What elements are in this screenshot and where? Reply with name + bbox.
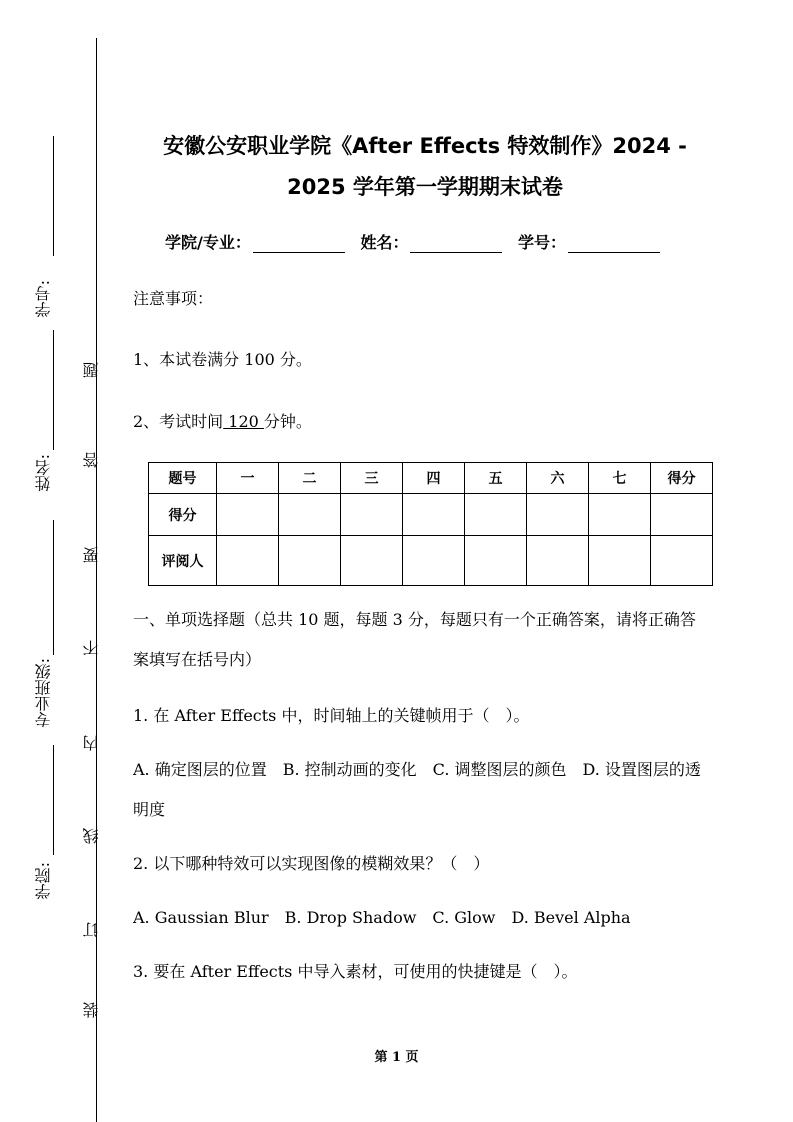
row-label-score: 得分 <box>149 494 217 536</box>
warning-char-6: 线 <box>82 828 101 844</box>
warning-char-4: 不 <box>82 640 101 656</box>
college-rule <box>53 745 54 855</box>
page-number: 第 1 页 <box>374 1050 419 1065</box>
warning-char-1: 题 <box>82 362 101 378</box>
header-cell: 得分 <box>651 463 713 494</box>
header-cell: 一 <box>217 463 279 494</box>
header-cell: 三 <box>341 463 403 494</box>
score-table-header-row <box>149 463 713 494</box>
header-cell: 二 <box>279 463 341 494</box>
score-cell[interactable] <box>527 494 589 536</box>
score-cell[interactable] <box>589 494 651 536</box>
reviewer-cell[interactable] <box>341 536 403 586</box>
side-name-label: 姓名: <box>34 454 53 492</box>
side-class-label: 专业班级: <box>34 658 53 728</box>
reviewer-cell[interactable] <box>403 536 465 586</box>
warning-char-8: 装 <box>82 1002 101 1018</box>
header-cell: 四 <box>403 463 465 494</box>
score-row <box>149 494 713 536</box>
student-no-blank[interactable] <box>568 234 660 253</box>
question-1: 1. 在 After Effects 中，时间轴上的关键帧用于（ ）。 <box>133 706 530 725</box>
notice-title: 注意事项： <box>133 289 214 308</box>
question-2: 2. 以下哪种特效可以实现图像的模糊效果？（ ） <box>133 854 490 873</box>
notice-item-2-suffix: 分钟。 <box>263 412 312 431</box>
binding-line <box>96 38 97 1122</box>
warning-char-3: 要 <box>82 547 101 563</box>
college-major-blank[interactable] <box>253 234 345 253</box>
notice-item-2 <box>133 409 312 432</box>
exam-title-line1: 安徽公安职业学院《After Effects 特效制作》2024 - <box>163 134 687 158</box>
reviewer-cell[interactable] <box>589 536 651 586</box>
reviewer-cell[interactable] <box>279 536 341 586</box>
row-label-reviewer: 评阅人 <box>149 536 217 586</box>
warning-char-5: 内 <box>82 735 101 751</box>
score-cell[interactable] <box>217 494 279 536</box>
section1-heading: 一、单项选择题（总共 10 题，每题 3 分，每题只有一个正确答案，请将正确答案填写在括号内） <box>133 610 696 669</box>
notice-item-1: 1、本试卷满分 100 分。 <box>133 350 312 369</box>
warning-char-7: 订 <box>82 922 101 938</box>
question-3: 3. 要在 After Effects 中导入素材，可使用的快捷键是（ ）。 <box>133 962 578 981</box>
notice-item-2-prefix: 2、考试时间 <box>133 412 224 431</box>
score-cell[interactable] <box>403 494 465 536</box>
name-label: 姓名： <box>360 233 409 252</box>
side-student-no-label: 学号: <box>34 280 53 318</box>
reviewer-cell[interactable] <box>217 536 279 586</box>
score-cell[interactable] <box>279 494 341 536</box>
score-cell[interactable] <box>465 494 527 536</box>
header-cell: 题号 <box>149 463 217 494</box>
exam-title-line2: 2025 学年第一学期期末试卷 <box>287 175 563 199</box>
side-college-label: 学院: <box>34 862 53 900</box>
class-rule <box>53 520 54 655</box>
exam-duration: 120 <box>223 412 264 431</box>
student-no-rule <box>53 136 54 256</box>
reviewer-cell[interactable] <box>651 536 713 586</box>
score-table <box>148 462 713 586</box>
student-info-row <box>165 230 670 253</box>
question-2-options: A. Gaussian Blur B. Drop Shadow C. Glow D. Bevel Alpha <box>133 908 631 927</box>
score-cell[interactable] <box>341 494 403 536</box>
reviewer-cell[interactable] <box>527 536 589 586</box>
student-no-label: 学号： <box>518 233 567 252</box>
header-cell: 五 <box>465 463 527 494</box>
score-cell[interactable] <box>651 494 713 536</box>
reviewer-cell[interactable] <box>465 536 527 586</box>
college-major-label: 学院/专业： <box>165 233 251 252</box>
name-rule <box>53 330 54 450</box>
header-cell: 七 <box>589 463 651 494</box>
name-blank[interactable] <box>410 234 502 253</box>
warning-char-2: 答 <box>82 452 101 468</box>
question-1-options: A. 确定图层的位置 B. 控制动画的变化 C. 调整图层的颜色 D. 设置图层的透明度 <box>133 760 701 819</box>
reviewer-row <box>149 536 713 586</box>
header-cell: 六 <box>527 463 589 494</box>
